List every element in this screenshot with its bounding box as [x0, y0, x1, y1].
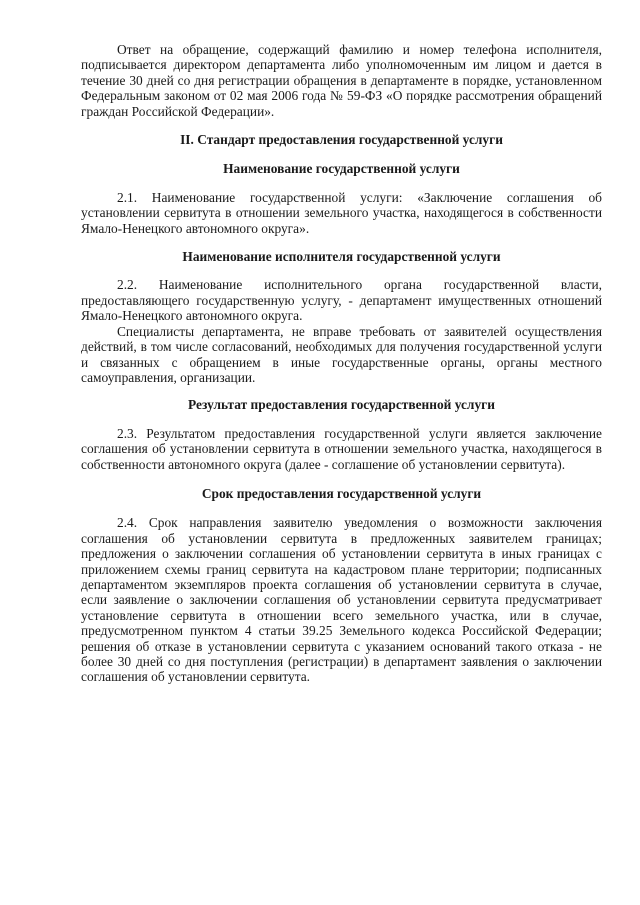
paragraph-specialists: Специалисты департамента, не вправе требовать от заявителей осуществления действий, в том числе согласований, необходимых для получения государственной услуги и связанных с обращением в иные государственные органы, органы местного самоуправления, организации.	[81, 323, 602, 385]
document-page	[81, 42, 602, 685]
paragraph-2-2: 2.2. Наименование исполнительного органа государственной власти, предоставляющего государственную услугу, - департамент имущественных отношений Ямало-Ненецкого автономного округа.	[81, 277, 602, 324]
section-title: II. Стандарт предоставления государственной услуги	[180, 132, 503, 148]
paragraph-2-3: 2.3. Результатом предоставления государственной услуги является заключение соглашения об установлении сервитута в отношении земельного участка, находящегося в собственности автономного округа (далее - соглашение об установлении сервитута).	[81, 425, 602, 472]
subsection-heading-executor: Наименование исполнителя государственной услуги	[182, 249, 501, 265]
subsection-heading-term: Срок предоставления государственной услуги	[201, 485, 482, 501]
intro-paragraph: Ответ на обращение, содержащий фамилию и номер телефона исполнителя, подписывается директором департамента либо уполномоченным им лицом и дается в течение 30 дней со дня регистрации обращения в департаменте в порядке, установленном Федеральным законом от 02 мая 2006 года № 59-ФЗ «О порядке рассмотрения обращений граждан Российской Федерации».	[81, 42, 602, 119]
paragraph-2-4: 2.4. Срок направления заявителю уведомления о возможности заключения соглашения об установлении сервитута в предложенных заявителем границах; предложения о заключении соглашения об установлении сервитута в иных границах с приложением схемы границ сервитута на кадастровом плане территории; подписанных департаментом экземпляров проекта соглашения об установлении сервитута в случае, если заявление о заключении соглашения об установлении сервитута предусматривает установление сервитута в отношении всего земельного участка, или в случае, предусмотренном пунктом 4 статьи 39.25 Земельного кодекса Российской Федерации; решения об отказе в установлении сервитута с указанием оснований такого отказа - не более 30 дней со дня поступления (регистрации) в департамент заявления о заключении соглашения об установлении сервитута.	[81, 515, 602, 685]
paragraph-2-1: 2.1. Наименование государственной услуги: «Заключение соглашения об установлении сервитута в отношении земельного участка, находящегося в собственности Ямало-Ненецкого автономного округа».	[81, 189, 602, 236]
subsection-heading-service-name: Наименование государственной услуги	[223, 161, 460, 177]
subsection-heading-result: Результат предоставления государственной услуги	[188, 397, 495, 413]
